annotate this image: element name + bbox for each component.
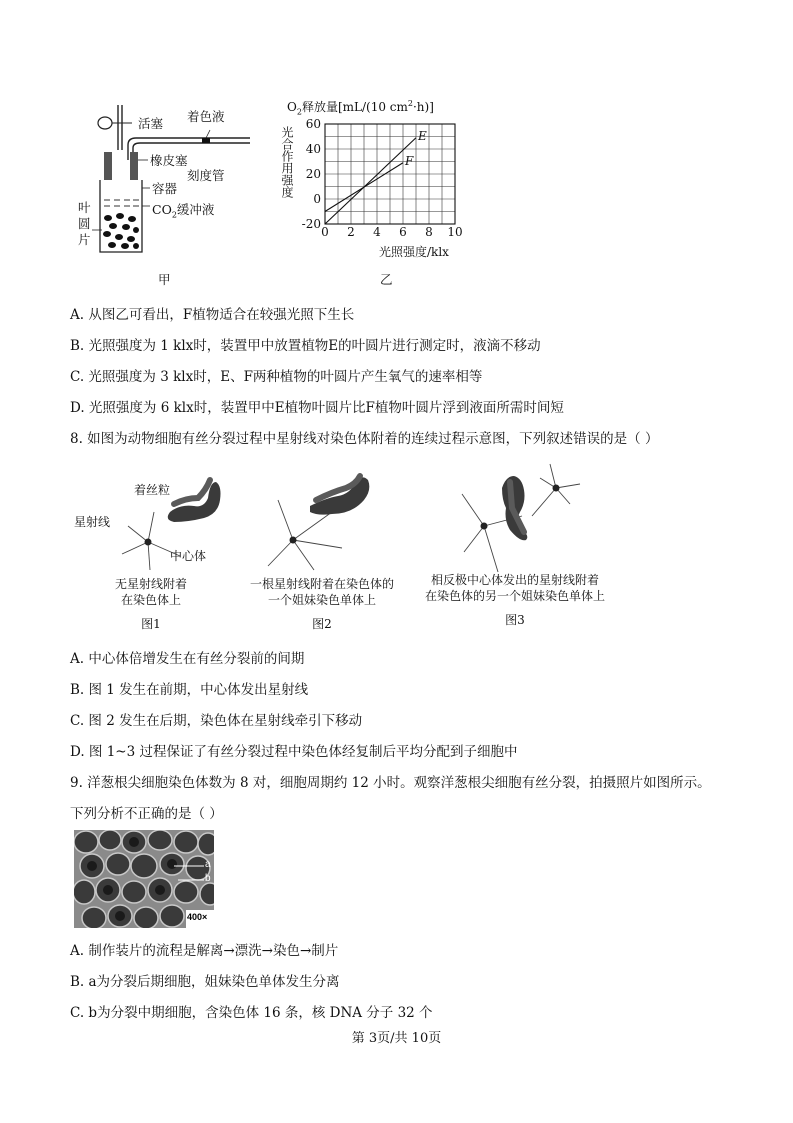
y-tick-label: 20 (305, 167, 321, 181)
panel-1-title: 图1 (141, 617, 161, 631)
chart-ylabel: 光合作用强度 (280, 126, 294, 198)
panel-2-drawing (268, 476, 369, 570)
q9-stem-line1: 9. 洋葱根尖细胞染色体数为 8 对，细胞周期约 12 小时。观察洋葱根尖细胞有丝分裂，拍摄照片如图所示。 (70, 775, 711, 791)
q9-option-c: C. b为分裂中期细胞，含染色体 16 条，核 DNA 分子 32 个 (70, 1005, 433, 1021)
series-label-F: F (405, 153, 414, 168)
x-tick-label: 6 (399, 225, 407, 239)
photo-label-a: a (205, 859, 211, 870)
micrograph (74, 830, 214, 928)
panel-3-title: 图3 (505, 613, 525, 627)
leaf-disc-label: 叶 圆 片 (78, 200, 91, 247)
dye-label: 着色液 (187, 109, 225, 124)
y-tick-label: -20 (301, 217, 321, 231)
x-tick-label: 10 (447, 225, 463, 239)
series-label-E: E (418, 128, 427, 143)
q8-option-d: D. 图 1~3 过程保证了有丝分裂过程中染色体经复制后平均分配到子细胞中 (70, 744, 518, 760)
q7-option-d: D. 光照强度为 6 klx时，装置甲中E植物叶圆片比F植物叶圆片浮到液面所需时间短 (70, 400, 564, 416)
q8-option-b: B. 图 1 发生在前期，中心体发出星射线 (70, 682, 309, 698)
y-tick-label: 0 (313, 192, 321, 206)
panel-2-caption: 一根星射线附着在染色体的 一个姐妹染色单体上 图2 (232, 576, 412, 632)
x-tick-label: 0 (321, 225, 329, 239)
y-tick-label: 40 (305, 142, 321, 156)
photo-label-b: b (205, 873, 211, 884)
q8-option-a: A. 中心体倍增发生在有丝分裂前的间期 (70, 651, 305, 667)
q9-stem-line2: 下列分析不正确的是（ ） (70, 806, 223, 822)
page-footer: 第 3页/共 10页 (351, 1031, 442, 1046)
x-tick-label: 4 (373, 225, 381, 239)
q8-figure (70, 460, 620, 640)
stopcock-label: 活塞 (138, 116, 164, 131)
aster-label: 星射线 (74, 515, 111, 529)
tube-label: 刻度管 (187, 168, 225, 183)
caption-yi: 乙 (380, 272, 393, 287)
panel-3-drawing (462, 464, 580, 572)
x-tick-label: 2 (347, 225, 355, 239)
chart-xlabel: 光照强度/klx (379, 245, 449, 259)
q8-stem: 8. 如图为动物细胞有丝分裂过程中星射线对染色体附着的连续过程示意图，下列叙述错误的是（ ） (70, 431, 659, 447)
q9-option-b: B. a为分裂后期细胞，姐妹染色单体发生分离 (70, 974, 340, 990)
figure-yi (275, 96, 475, 291)
series-line-E (325, 138, 416, 224)
q8-option-c: C. 图 2 发生在后期，染色体在星射线牵引下移动 (70, 713, 363, 729)
y-tick-label: 60 (305, 117, 321, 131)
panel-3-caption: 相反极中心体发出的星射线附着 在染色体的另一个姐妹染色单体上 图3 (410, 572, 620, 628)
kinetochore-label: 着丝粒 (134, 483, 171, 497)
container-label: 容器 (152, 181, 178, 196)
caption-jia: 甲 (158, 272, 171, 287)
photosynthesis-chart (275, 96, 475, 291)
q9-option-a: A. 制作装片的流程是解离→漂洗→染色→制片 (70, 943, 339, 959)
q7-option-a: A. 从图乙可看出，F植物适合在较强光照下生长 (70, 307, 355, 323)
panel-1-caption: 无星射线附着 在染色体上 图1 (76, 576, 226, 632)
panel-2-title: 图2 (312, 617, 332, 631)
stopper-label: 橡皮塞 (150, 153, 188, 168)
x-tick-label: 8 (425, 225, 433, 239)
q7-option-c: C. 光照强度为 3 klx时，E、F两种植物的叶圆片产生氧气的速率相等 (70, 369, 483, 385)
buffer-label: $CO_2$缓冲液 (152, 202, 215, 220)
q7-option-b: B. 光照强度为 1 klx时，装置甲中放置植物E的叶圆片进行测定时，液滴不移动 (70, 338, 541, 354)
photo-scale: 400× (187, 912, 208, 922)
figure-jia (70, 100, 270, 290)
centriole-label: 中心体 (170, 549, 207, 563)
chart-title: $O_2$释放量[mL/(10 $cm^2\cdot h$)] (287, 99, 434, 117)
